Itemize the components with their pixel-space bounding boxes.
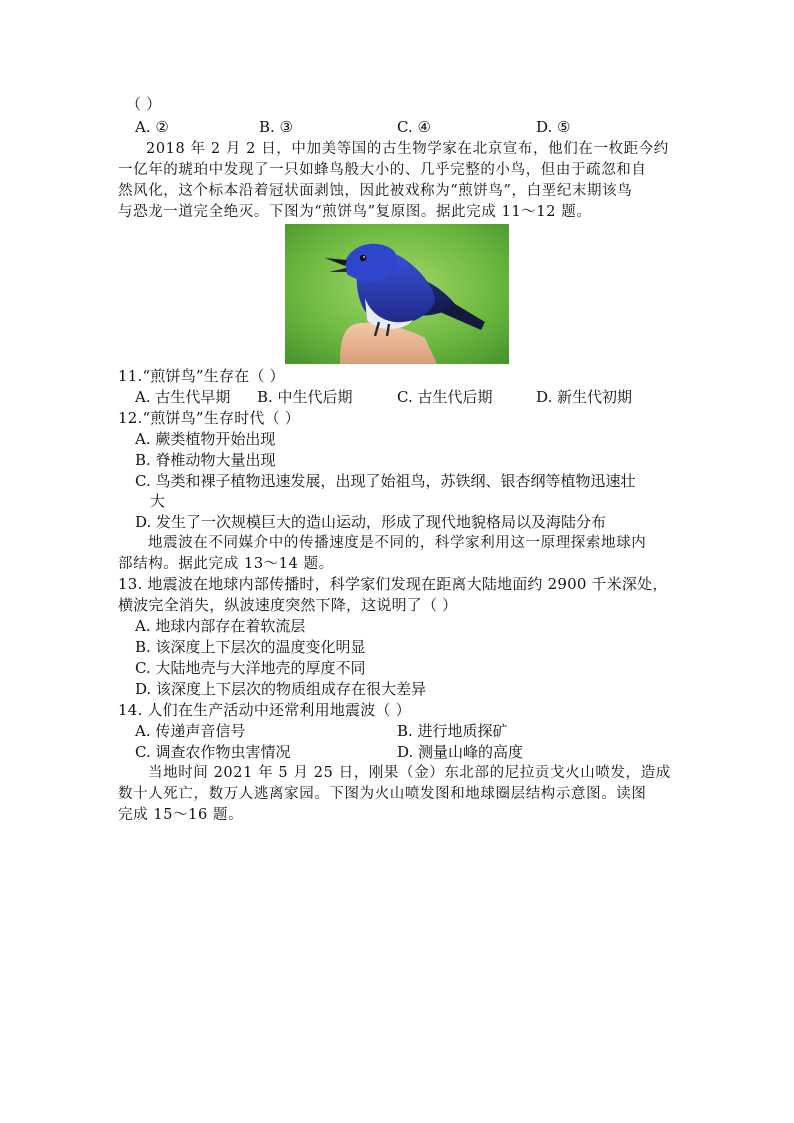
q13-option-d: D. 该深度上下层次的物质组成存在很大差异 <box>135 680 427 698</box>
q13-stem-line-1: 13. 地震波在地球内部传播时，科学家们发现在距离大陆地面约 2900 千米深处， <box>118 575 668 593</box>
q14-stem: 14. 人们在生产活动中还常利用地震波（ ） <box>118 701 411 719</box>
q12-option-d: D. 发生了一次规模巨大的造山运动，形成了现代地貌格局以及海陆分布 <box>135 513 607 531</box>
q11-option-c: C. 古生代后期 <box>397 388 493 406</box>
q12-option-c: C. 鸟类和裸子植物迅速发展，出现了始祖鸟，苏铁纲、银杏纲等植物迅速壮 <box>135 472 636 490</box>
q12-option-c-cont: 大 <box>150 492 166 510</box>
passage1-line-1: 2018 年 2 月 2 日，中加美等国的古生物学家在北京宣布，他们在一枚距今约 <box>146 141 669 157</box>
q13-option-c: C. 大陆地壳与大洋地壳的厚度不同 <box>135 659 366 677</box>
q14-option-b: B. 进行地质探矿 <box>397 722 508 740</box>
q14-option-a: A. 传递声音信号 <box>135 722 246 740</box>
q11-option-d: D. 新生代初期 <box>536 388 633 406</box>
q14-option-c: C. 调查农作物虫害情况 <box>135 743 291 761</box>
q11-option-b: B. 中生代后期 <box>257 388 353 406</box>
q10-option-d: D. ⑤ <box>536 118 571 136</box>
q13-option-a: A. 地球内部存在着软流层 <box>135 617 306 635</box>
q10-answer-blank: （ ） <box>126 95 162 113</box>
q10-option-c: C. ④ <box>397 118 431 136</box>
passage2-line-1: 地震波在不同媒介中的传播速度是不同的，科学家利用这一原理探索地球内 <box>148 535 647 551</box>
passage3-line-2: 数十人死亡，数万人逃离家园。下图为火山喷发图和地球圈层结构示意图。读图 <box>118 786 647 802</box>
passage1-line-2: 一亿年的琥珀中发现了一只如蜂鸟般大小的、几乎完整的小鸟，但由于疏忽和自 <box>118 162 647 178</box>
q11-option-a: A. 古生代早期 <box>135 388 231 406</box>
passage1-line-4: 与恐龙一道完全绝灭。下图为“煎饼鸟”复原图。据此完成 11～12 题。 <box>118 204 592 220</box>
q14-option-d: D. 测量山峰的高度 <box>397 743 524 761</box>
passage3-line-3: 完成 15～16 题。 <box>118 807 244 823</box>
q12-option-b: B. 脊椎动物大量出现 <box>135 451 276 469</box>
q13-stem-line-2: 横波完全消失，纵波速度突然下降，这说明了（ ） <box>118 596 458 614</box>
q10-option-b: B. ③ <box>259 118 294 136</box>
q11-stem: 11.“煎饼鸟”生存在（ ） <box>118 367 285 385</box>
q10-option-a: A. ② <box>135 118 169 136</box>
q12-stem: 12.“煎饼鸟”生存时代（ ） <box>118 409 300 427</box>
q13-option-b: B. 该深度上下层次的温度变化明显 <box>135 638 366 656</box>
passage2-line-2: 部结构。据此完成 13～14 题。 <box>118 556 334 572</box>
q12-option-a: A. 蕨类植物开始出现 <box>135 430 276 448</box>
passage3-line-1: 当地时间 2021 年 5 月 25 日，刚果（金）东北部的尼拉贡戈火山喷发，造成 <box>148 765 671 781</box>
pancake-bird-image <box>285 224 509 364</box>
passage1-line-3: 然风化，这个标本沿着冠状面剥蚀，因此被戏称为“煎饼鸟”，白垩纪末期该鸟 <box>118 183 633 199</box>
